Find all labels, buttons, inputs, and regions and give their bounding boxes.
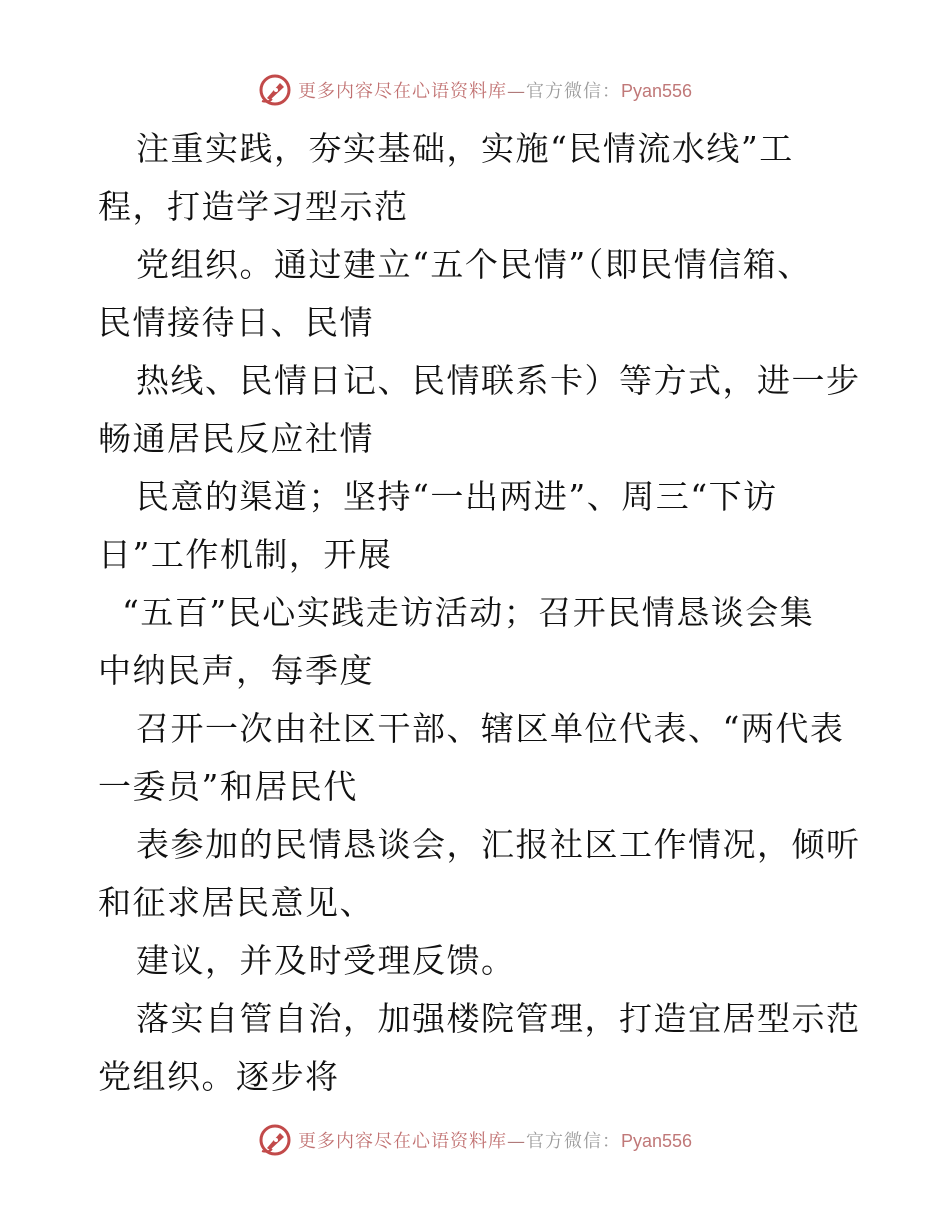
header-banner-label: 官方微信： [525, 81, 621, 102]
footer-banner-label: 官方微信： [525, 1131, 621, 1152]
text-line: 党组织。逐步将 [98, 1057, 340, 1096]
document-body [98, 120, 868, 1106]
text-line: 召开一次由社区干部、辖区单位代表、“两代表 [136, 709, 845, 748]
text-line: 和征求居民意见、 [98, 883, 374, 922]
text-line: 民情接待日、民情 [98, 303, 374, 342]
header-banner-wechat-id: Pyan556 [620, 81, 693, 101]
header-banner-text [298, 77, 692, 103]
text-line: “五百”民心实践走访活动；召开民情恳谈会集 [122, 593, 815, 632]
text-line: 热线、民情日记、民情联系卡）等方式，进一步 [136, 361, 861, 400]
text-line: 落实自管自治，加强楼院管理，打造宜居型示范 [136, 999, 861, 1038]
text-line: 建议，并及时受理反馈。 [136, 941, 516, 980]
text-line: 畅通居民反应社情 [98, 419, 374, 458]
text-line: 注重实践，夯实基础，实施“民情流水线”工 [136, 129, 794, 168]
footer-watermark-banner [0, 1120, 950, 1160]
pen-nib-logo-icon [258, 1123, 292, 1157]
footer-banner-separator: — [506, 1131, 526, 1152]
text-line: 中纳民声，每季度 [98, 651, 374, 690]
header-banner-separator: — [506, 81, 526, 102]
footer-banner-wechat-id: Pyan556 [620, 1131, 693, 1151]
footer-banner-text [298, 1127, 692, 1153]
text-line: 表参加的民情恳谈会，汇报社区工作情况，倾听 [136, 825, 861, 864]
header-watermark-banner [0, 70, 950, 110]
text-line: 党组织。通过建立“五个民情”（即民情信箱、 [136, 245, 812, 284]
text-line: 程，打造学习型示范 [98, 187, 409, 226]
text-line: 民意的渠道；坚持“一出两进”、周三“下访 [136, 477, 778, 516]
pen-nib-logo-icon [258, 73, 292, 107]
header-banner-title: 更多内容尽在心语资料库 [297, 81, 507, 102]
text-line: 一委员”和居民代 [98, 767, 358, 806]
footer-banner-title: 更多内容尽在心语资料库 [297, 1131, 507, 1152]
text-line: 日”工作机制，开展 [98, 535, 393, 574]
